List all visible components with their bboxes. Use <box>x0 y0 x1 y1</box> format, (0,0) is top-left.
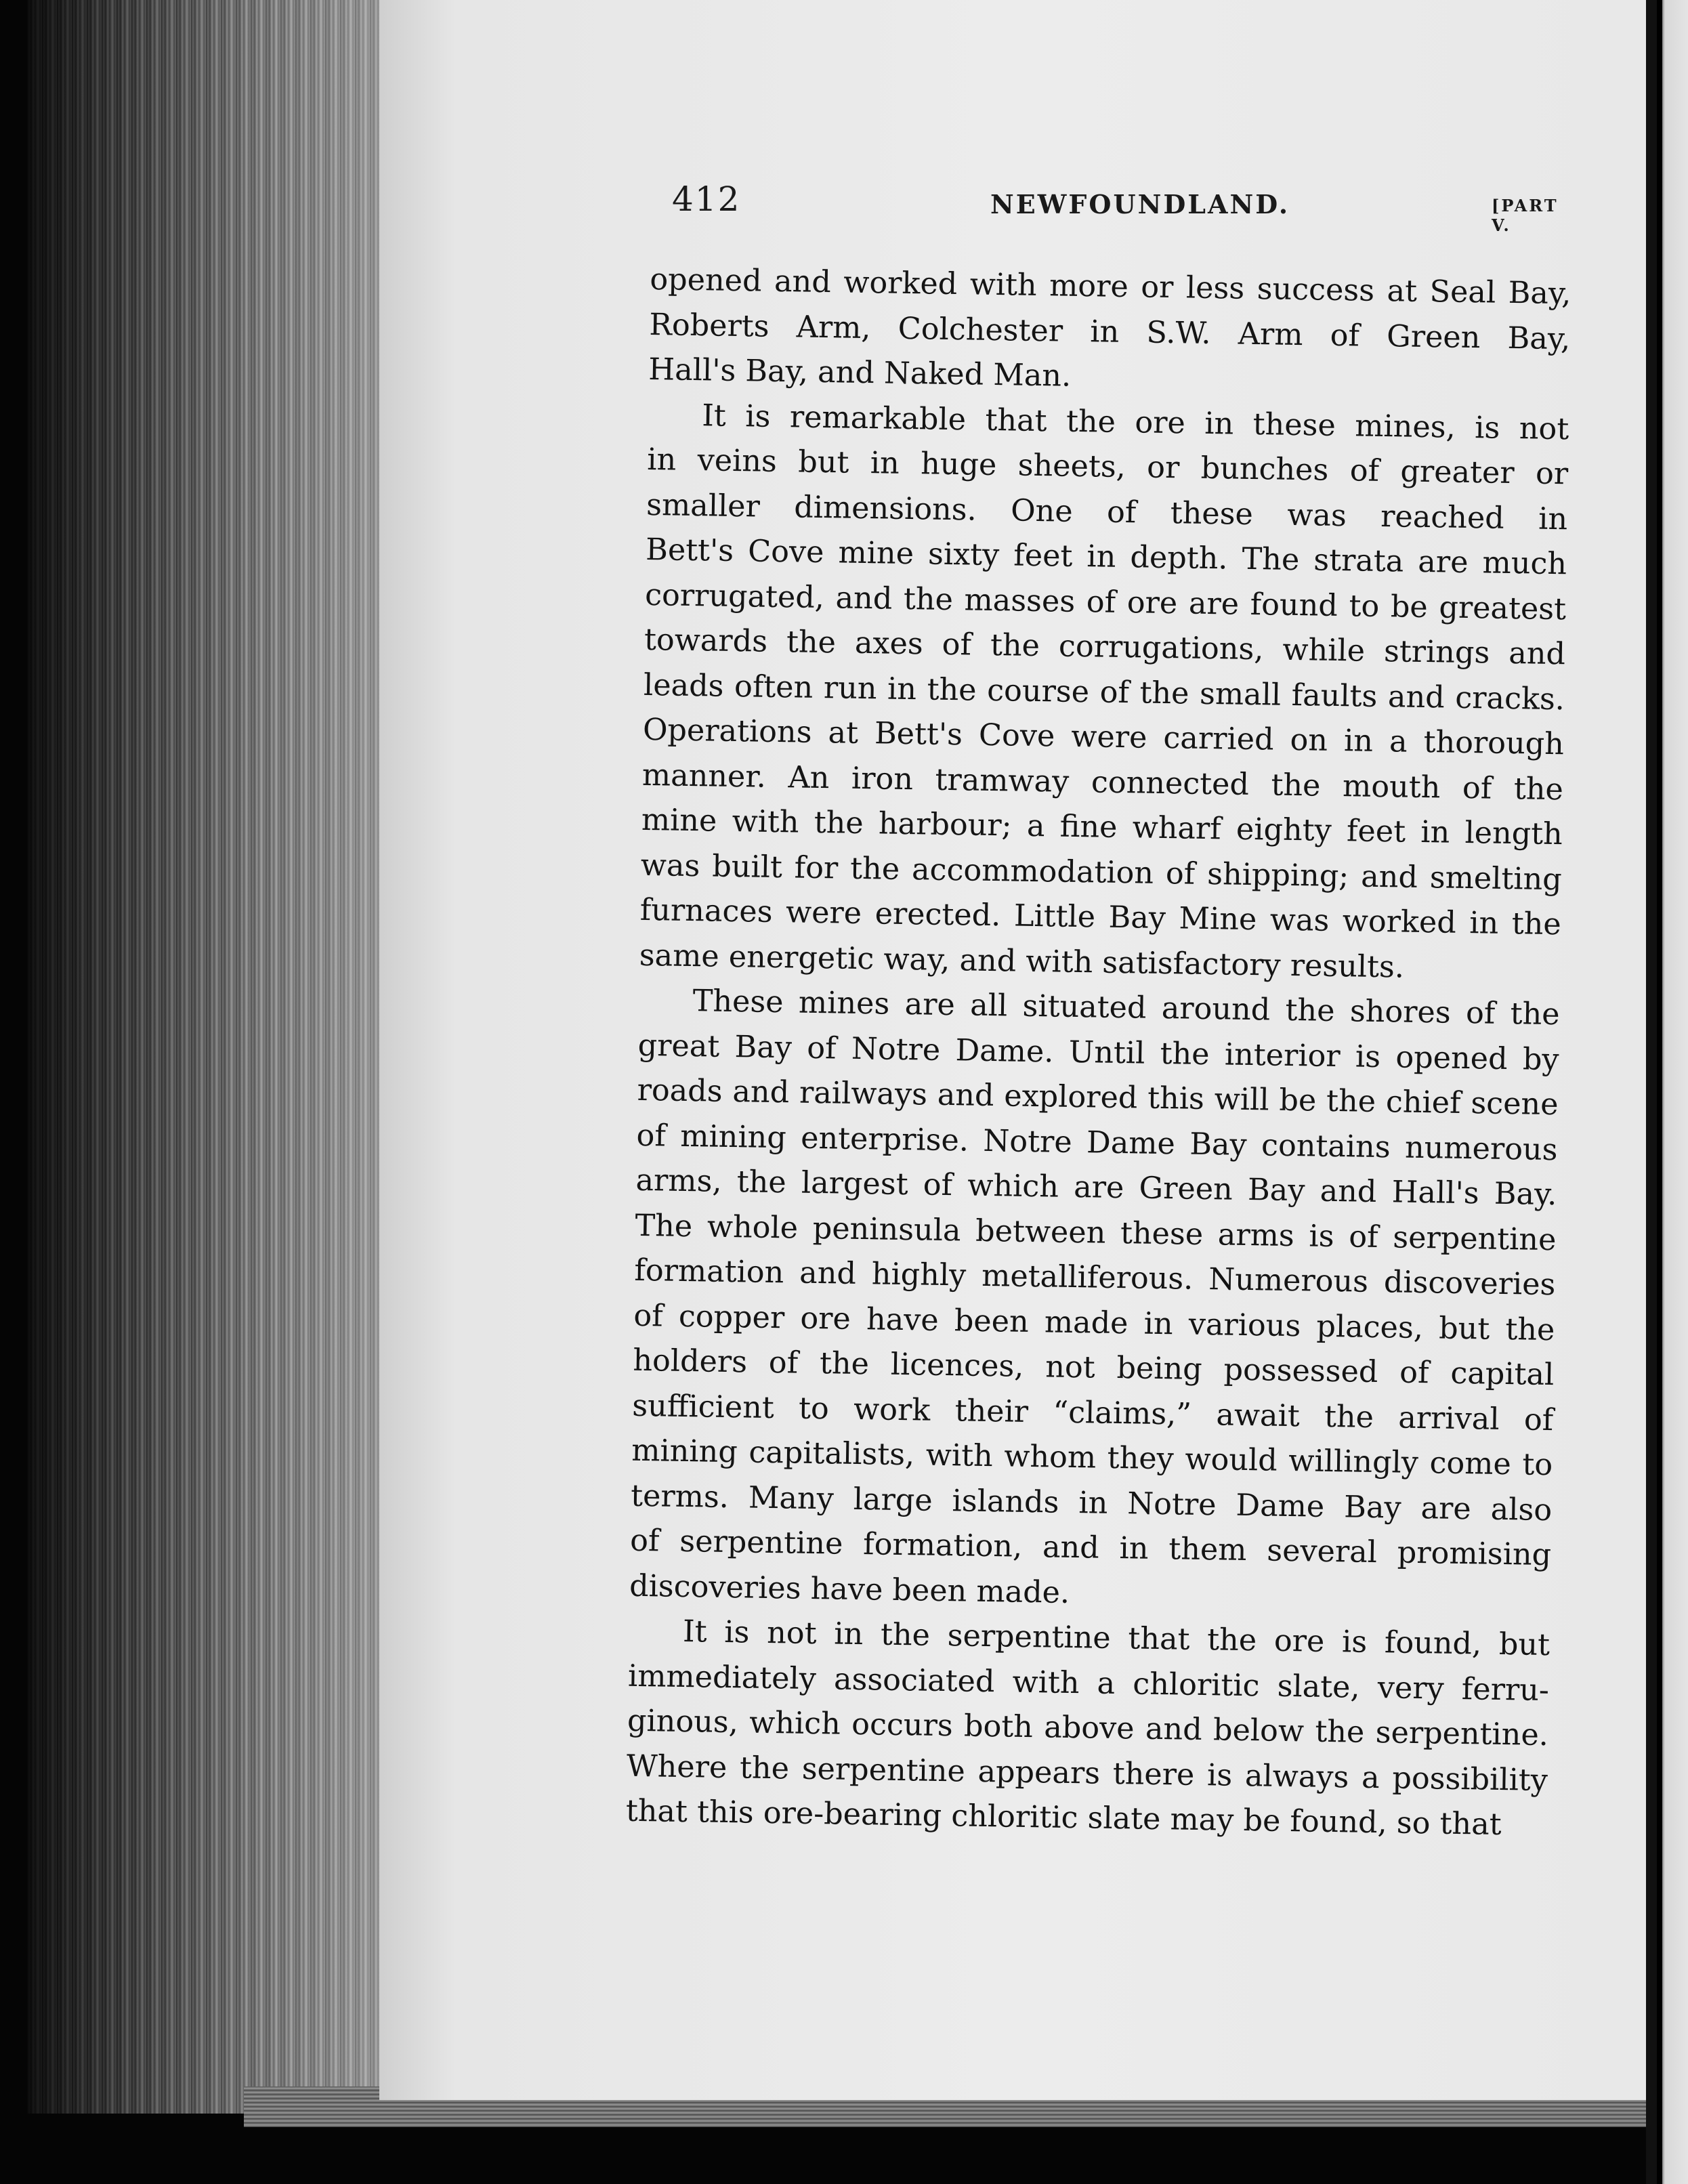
text-line: manner. An iron tramway connected the mouth of the <box>641 757 1564 807</box>
text-line: It is not in the serpentine that the ore is found, but <box>682 1614 1550 1663</box>
text-line: discoveries have been made. <box>629 1568 1070 1610</box>
gutter-shadow <box>1657 0 1662 2184</box>
text-line: was built for the accommodation of shipping; and smelting <box>640 847 1563 897</box>
paragraph <box>648 257 1571 407</box>
page-number: 412 <box>672 180 741 219</box>
text-line: Bett's Cove mine sixty feet in depth. The strata are much <box>645 532 1567 582</box>
facing-page-edge <box>1646 0 1688 2184</box>
text-line: holders of the licences, not being possessed of capital <box>633 1343 1555 1393</box>
text-line: of mining enterprise. Notre Dame Bay contains numerous <box>636 1118 1558 1167</box>
text-line: It is remarkable that the ore in these mines, is not <box>701 398 1569 446</box>
paragraph <box>639 392 1569 992</box>
text-line: of copper ore have been made in various places, but the <box>633 1298 1555 1347</box>
text-line: mine with the harbour; a fine wharf eighty feet in length <box>641 802 1563 852</box>
text-line: furnaces were erected. Little Bay Mine was worked in the <box>639 892 1562 942</box>
page-edges-shading <box>27 0 406 2114</box>
text-line: immediately associated with a chloritic slate, very ferru- <box>627 1658 1550 1708</box>
text-line: Operations at Bett's Cove were carried on in a thorough <box>642 712 1565 762</box>
running-title: NEWFOUNDLAND. <box>990 189 1290 219</box>
text-line: Hall's Bay, and Naked Man. <box>648 352 1072 394</box>
text-line: leads often run in the course of the small faults and cracks. <box>643 667 1565 717</box>
text-line: sufficient to work their “claims,” await the arrival of <box>631 1388 1554 1437</box>
text-line: opened and worked with more or less success at Seal Bay, <box>650 261 1571 312</box>
text-line: Where the serpentine appears there is always a possibility <box>626 1748 1548 1798</box>
text-line: ginous, which occurs both above and below the serpentine. <box>627 1703 1549 1753</box>
text-line: mining capitalists, with whom they would willingly come to <box>631 1433 1553 1483</box>
body-text <box>625 257 1571 1849</box>
text-line: that this ore-bearing chloritic slate may be found, so that <box>625 1793 1502 1843</box>
page-header <box>672 180 1580 235</box>
text-line: arms, the largest of which are Green Bay and Hall's Bay. <box>635 1162 1557 1213</box>
text-line: in veins but in huge sheets, or bunches of greater or <box>646 442 1569 492</box>
text-line: Roberts Arm, Colchester in S.W. Arm of Green Bay, <box>649 307 1571 356</box>
text-line: roads and railways and explored this will be the chief scene <box>637 1072 1559 1122</box>
text-line: smaller dimensions. One of these was reached in <box>646 487 1568 537</box>
text-line: These mines are all situated around the shores of the <box>692 984 1561 1032</box>
text-line: corrugated, and the masses of ore are found to be greatest <box>644 577 1567 627</box>
text-line: The whole peninsula between these arms is of serpentine <box>635 1208 1557 1257</box>
text-line: of serpentine formation, and in them several promising <box>629 1523 1552 1573</box>
text-line: terms. Many large islands in Notre Dame Bay are also <box>630 1478 1553 1528</box>
part-label: [PART V. <box>1492 196 1559 235</box>
text-line: formation and highly metalliferous. Numerous discoveries <box>634 1253 1556 1303</box>
paragraph <box>629 978 1560 1623</box>
paragraph <box>625 1609 1550 1849</box>
text-line: same energetic way, and with satisfactory results. <box>639 938 1405 985</box>
text-line: great Bay of Notre Dame. Until the interior is opened by <box>637 1028 1559 1077</box>
text-line: towards the axes of the corrugations, while strings and <box>643 622 1566 672</box>
